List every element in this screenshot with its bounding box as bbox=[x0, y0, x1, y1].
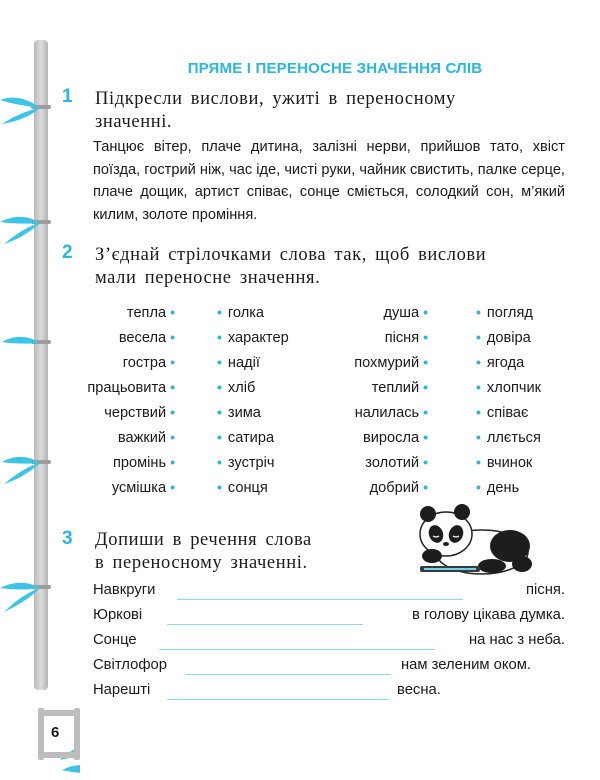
task-3-number: 3 bbox=[62, 528, 73, 549]
word-item[interactable] bbox=[87, 477, 175, 502]
word-item[interactable] bbox=[476, 377, 541, 402]
word-text: зима bbox=[227, 405, 261, 421]
word-text: теплий bbox=[371, 380, 420, 396]
word-text: погляд bbox=[486, 305, 533, 321]
word-item[interactable] bbox=[87, 327, 175, 352]
word-text: характер bbox=[227, 330, 289, 346]
word-item[interactable] bbox=[217, 327, 289, 352]
sentence-4: Світлофор нам зеленим оком. bbox=[93, 657, 532, 673]
page-number: 6 bbox=[51, 724, 60, 741]
sentence-1: Навкруги пісня. bbox=[93, 582, 565, 598]
connector-dot[interactable]: • bbox=[423, 304, 428, 320]
connector-dot[interactable]: • bbox=[423, 329, 428, 345]
word-item[interactable] bbox=[476, 302, 541, 327]
word-item[interactable] bbox=[217, 377, 289, 402]
word-item[interactable] bbox=[354, 452, 428, 477]
word-text: важкий bbox=[117, 430, 167, 446]
answer-line-3[interactable] bbox=[159, 649, 435, 650]
word-item[interactable] bbox=[87, 427, 175, 452]
word-text: день bbox=[486, 480, 520, 496]
word-text: працьовита bbox=[87, 380, 167, 396]
connector-dot[interactable]: • bbox=[217, 379, 222, 395]
connector-dot[interactable]: • bbox=[217, 329, 222, 345]
connector-dot[interactable]: • bbox=[217, 354, 222, 370]
connector-dot[interactable]: • bbox=[423, 429, 428, 445]
word-item[interactable] bbox=[217, 477, 289, 502]
task-1-text: Танцює вітер, плаче дитина, залізні нерви, прийшов тато, хвіст поїзда, гострий ніж, час іде, чисті руки, чайник свистить, палке серце, плаче дощик, артист співає, сонце сміється, солодкий сон, м’який килим, золоте проміння. bbox=[93, 139, 565, 223]
task-3-instruction: Допиши в речення слова в переносному значенні. bbox=[95, 530, 312, 573]
word-item[interactable] bbox=[476, 352, 541, 377]
word-text: черствий bbox=[104, 405, 167, 421]
word-item[interactable] bbox=[476, 327, 541, 352]
word-text: усмішка bbox=[111, 480, 167, 496]
task-2-number: 2 bbox=[62, 242, 73, 263]
bamboo-decoration bbox=[0, 0, 80, 780]
word-item[interactable] bbox=[476, 477, 541, 502]
word-text: зустріч bbox=[227, 455, 275, 471]
word-column-1 bbox=[87, 302, 175, 502]
word-text: надії bbox=[227, 355, 260, 371]
word-column-3 bbox=[354, 302, 428, 502]
connector-dot[interactable]: • bbox=[423, 479, 428, 495]
connector-dot[interactable]: • bbox=[476, 404, 481, 420]
word-item[interactable] bbox=[217, 352, 289, 377]
word-item[interactable] bbox=[217, 402, 289, 427]
word-text: сонця bbox=[227, 480, 268, 496]
connector-dot[interactable]: • bbox=[217, 429, 222, 445]
connector-dot[interactable]: • bbox=[217, 304, 222, 320]
task-2-instruction: З’єднай стрілочками слова так, щоб вислови мали переносне значення. bbox=[95, 245, 487, 288]
answer-line-2[interactable] bbox=[167, 624, 363, 625]
connector-dot[interactable]: • bbox=[476, 354, 481, 370]
word-item[interactable] bbox=[354, 327, 428, 352]
word-text: співає bbox=[486, 405, 529, 421]
connector-dot[interactable]: • bbox=[170, 479, 175, 495]
connector-dot[interactable]: • bbox=[170, 304, 175, 320]
word-text: добрий bbox=[369, 480, 420, 496]
task-1-instruction: Підкресли вислови, ужиті в переносному значенні. bbox=[95, 89, 456, 132]
word-item[interactable] bbox=[87, 352, 175, 377]
connector-dot[interactable]: • bbox=[170, 454, 175, 470]
word-text: налилась bbox=[354, 405, 420, 421]
word-text: весела bbox=[118, 330, 167, 346]
connector-dot[interactable]: • bbox=[170, 354, 175, 370]
word-text: хліб bbox=[227, 380, 256, 396]
word-item[interactable] bbox=[476, 452, 541, 477]
answer-line-4[interactable] bbox=[185, 674, 391, 675]
connector-dot[interactable]: • bbox=[423, 379, 428, 395]
word-text: голка bbox=[227, 305, 265, 321]
panda-illustration bbox=[410, 500, 540, 580]
connector-dot[interactable]: • bbox=[476, 329, 481, 345]
word-text: ягода bbox=[486, 355, 525, 371]
task-1-number: 1 bbox=[62, 86, 73, 107]
word-column-4 bbox=[476, 302, 541, 502]
word-item[interactable] bbox=[476, 427, 541, 452]
word-item[interactable] bbox=[87, 402, 175, 427]
answer-line-5[interactable] bbox=[167, 699, 389, 700]
answer-line-1[interactable] bbox=[177, 599, 463, 600]
word-text: сатира bbox=[227, 430, 275, 446]
word-item[interactable] bbox=[476, 402, 541, 427]
connector-dot[interactable]: • bbox=[476, 304, 481, 320]
connector-dot[interactable]: • bbox=[217, 454, 222, 470]
word-item[interactable] bbox=[354, 427, 428, 452]
word-column-2 bbox=[217, 302, 289, 502]
word-item[interactable] bbox=[354, 352, 428, 377]
connector-dot[interactable]: • bbox=[476, 479, 481, 495]
word-text: душа bbox=[383, 305, 420, 321]
word-item[interactable] bbox=[87, 452, 175, 477]
word-item[interactable] bbox=[87, 377, 175, 402]
connector-dot[interactable]: • bbox=[170, 404, 175, 420]
page-title: ПРЯМЕ І ПЕРЕНОСНЕ ЗНАЧЕННЯ СЛІВ bbox=[187, 60, 483, 77]
word-item[interactable] bbox=[354, 402, 428, 427]
word-text: довіра bbox=[486, 330, 531, 346]
connector-dot[interactable]: • bbox=[170, 329, 175, 345]
word-text: золотий bbox=[365, 455, 420, 471]
word-item[interactable] bbox=[87, 302, 175, 327]
word-text: виросла bbox=[363, 430, 420, 446]
word-item[interactable] bbox=[354, 302, 428, 327]
sentence-2: Юркові в голову цікава думка. bbox=[93, 607, 565, 623]
connector-dot[interactable]: • bbox=[170, 379, 175, 395]
sentence-3: Сонце на нас з неба. bbox=[93, 632, 565, 648]
word-item[interactable] bbox=[217, 427, 289, 452]
word-text: похмурий bbox=[354, 355, 420, 371]
word-item[interactable] bbox=[354, 477, 428, 502]
word-text: тепла bbox=[126, 305, 167, 321]
word-item[interactable] bbox=[217, 302, 289, 327]
connector-dot[interactable]: • bbox=[476, 454, 481, 470]
connector-dot[interactable]: • bbox=[217, 479, 222, 495]
sentence-5: Нарешті весна. bbox=[93, 682, 441, 698]
word-text: ллється bbox=[486, 430, 541, 446]
word-text: хлопчик bbox=[486, 380, 542, 396]
connector-dot[interactable]: • bbox=[476, 379, 481, 395]
connector-dot[interactable]: • bbox=[170, 429, 175, 445]
connector-dot[interactable]: • bbox=[423, 354, 428, 370]
word-text: гостра bbox=[122, 355, 167, 371]
word-text: вчинок bbox=[486, 455, 533, 471]
word-item[interactable] bbox=[354, 377, 428, 402]
connector-dot[interactable]: • bbox=[423, 404, 428, 420]
word-text: пісня bbox=[384, 330, 420, 346]
connector-dot[interactable]: • bbox=[476, 429, 481, 445]
word-item[interactable] bbox=[217, 452, 289, 477]
word-text: промінь bbox=[113, 455, 167, 471]
connector-dot[interactable]: • bbox=[423, 454, 428, 470]
connector-dot[interactable]: • bbox=[217, 404, 222, 420]
